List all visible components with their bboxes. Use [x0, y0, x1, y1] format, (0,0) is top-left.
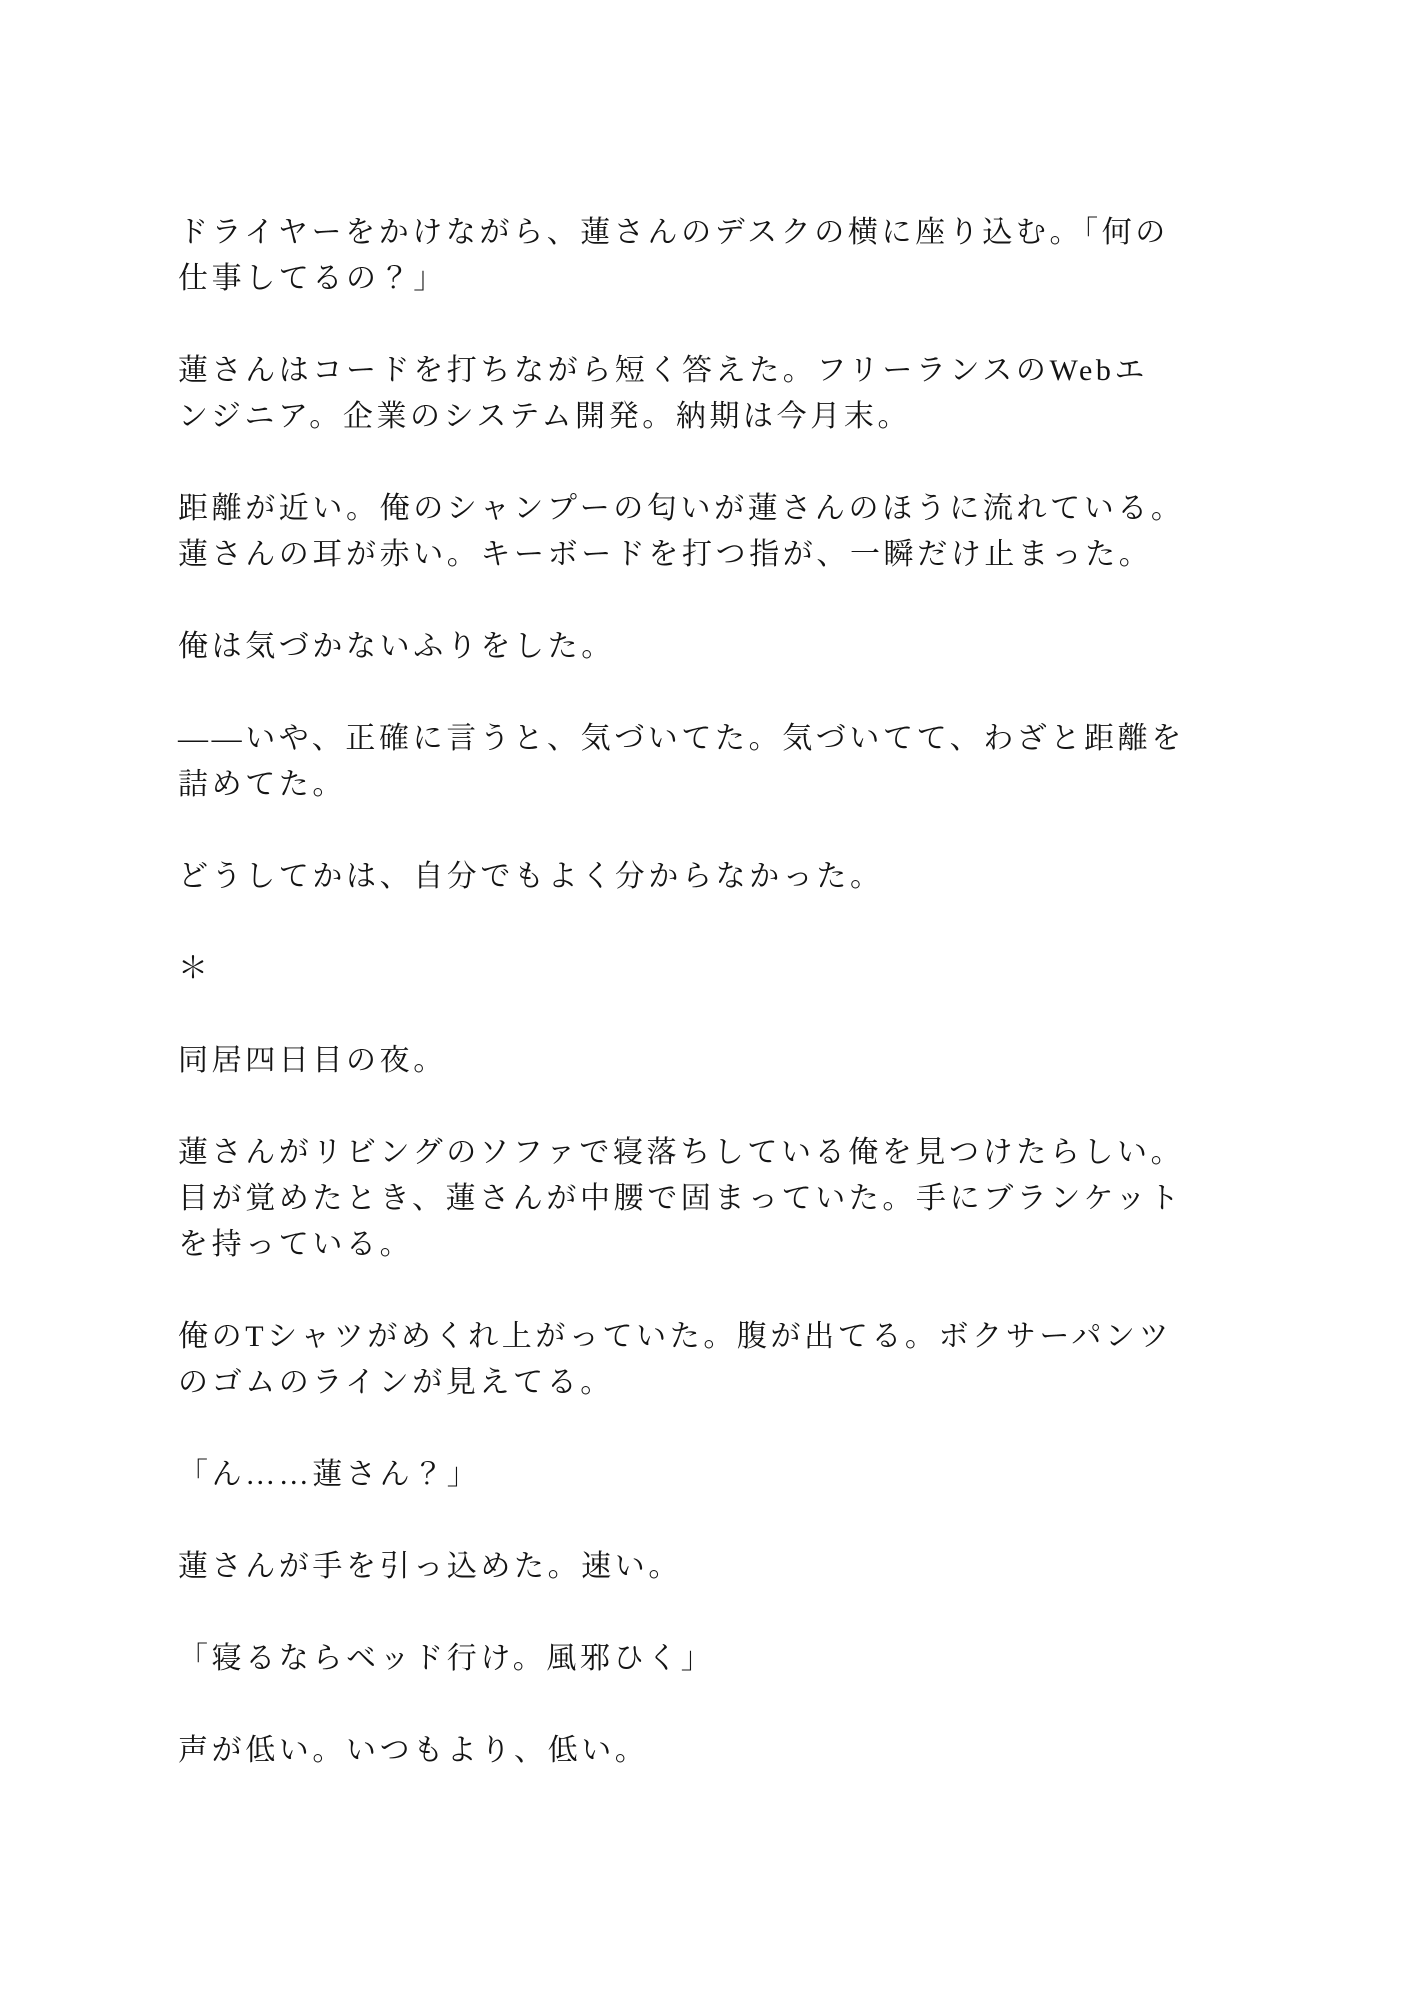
story-text — [178, 210, 1268, 1774]
paragraph: ――いや、正確に言うと、気づいてた。気づいてて、わざと距離を 詰めてた。 — [178, 722, 1185, 801]
paragraph: 同居四日目の夜。 — [178, 1044, 447, 1077]
paragraph: 俺は気づかないふりをした。 — [178, 630, 615, 663]
paragraph: ドライヤーをかけながら、蓮さんのデスクの横に座り込む。「何の 仕事してるの？」 — [178, 216, 1169, 295]
paragraph: 声が低い。いつもより、低い。 — [178, 1734, 649, 1767]
paragraph: どうしてかは、自分でもよく分からなかった。 — [178, 860, 884, 893]
paragraph: 距離が近い。俺のシャンプーの匂いが蓮さんのほうに流れている。 蓮さんの耳が赤い。キーボードを打つ指が、一瞬だけ止まった。 — [178, 492, 1185, 571]
paragraph: 俺のTシャツがめくれ上がっていた。腹が出てる。ボクサーパンツ のゴムのラインが見えてる。 — [178, 1320, 1173, 1399]
paragraph: 「寝るならベッド行け。風邪ひく」 — [178, 1642, 715, 1675]
paragraph: 蓮さんが手を引っ込めた。速い。 — [178, 1550, 682, 1583]
paragraph: 蓮さんはコードを打ちながら短く答えた。フリーランスのWebエ ンジニア。企業のシステム開発。納期は今月末。 — [178, 354, 1149, 433]
paragraph: ＊ — [178, 952, 212, 985]
paragraph: 「ん……蓮さん？」 — [178, 1458, 481, 1491]
paragraph: 蓮さんがリビングのソファで寝落ちしている俺を見つけたらしい。 目が覚めたとき、蓮さんが中腰で固まっていた。手にブランケット を持っている。 — [178, 1136, 1185, 1261]
